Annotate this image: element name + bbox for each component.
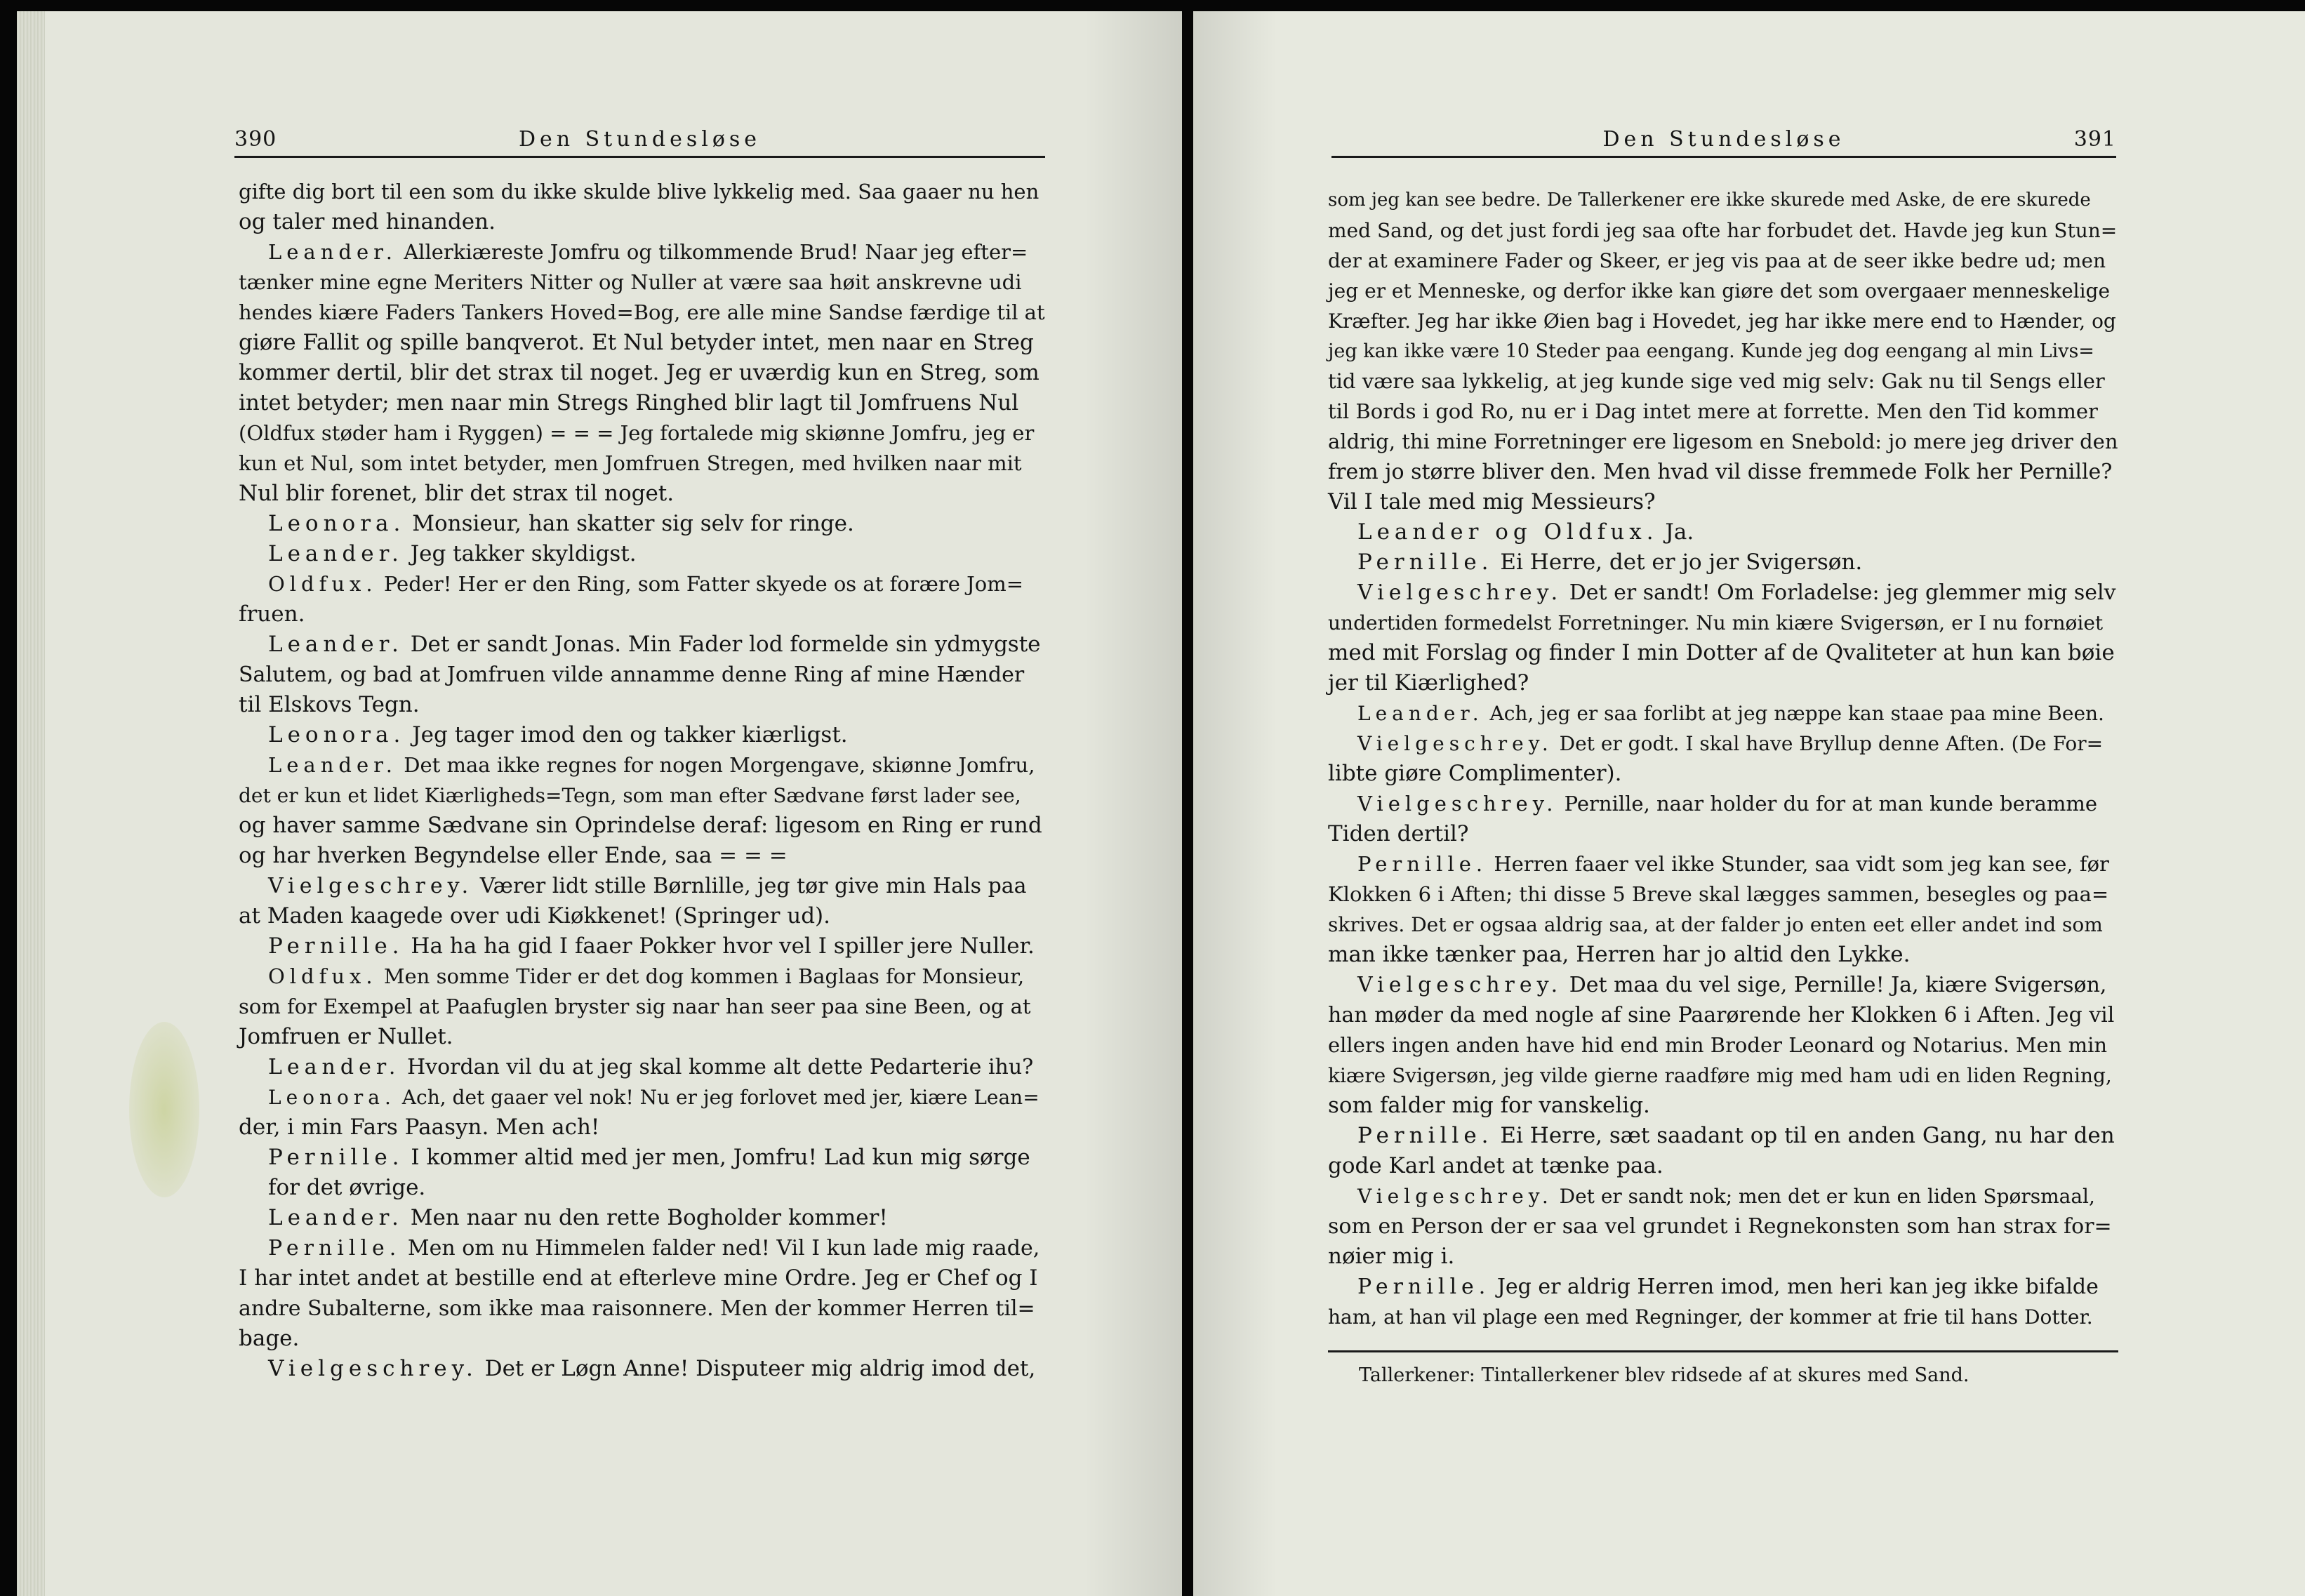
footnote: Tallerkener: Tintallerkener blev ridsede af at skures med Sand. bbox=[1359, 1364, 1969, 1386]
text-line bbox=[239, 1324, 1045, 1354]
line-text: nøier mig i. bbox=[1328, 1244, 1455, 1269]
line-text: der, i min Fars Paasyn. Men ach! bbox=[239, 1115, 600, 1140]
speaker-name: Leonora. bbox=[268, 722, 406, 747]
line-text: Værer lidt stille Børnlille, jeg tør give min Hals paa bbox=[479, 874, 1027, 898]
text-line bbox=[1328, 1302, 2118, 1332]
line-text: Ha ha ha gid I faaer Pokker hvor vel I spiller jere Nuller. bbox=[411, 933, 1035, 959]
gutter-shadow bbox=[1084, 11, 1182, 1596]
speaker-name: Leonora. bbox=[268, 511, 406, 536]
line-text: gode Karl andet at tænke paa. bbox=[1328, 1153, 1663, 1178]
speaker-name: Vielgeschrey. bbox=[1357, 1185, 1553, 1208]
text-line bbox=[1328, 1151, 2118, 1181]
text-line bbox=[1328, 849, 2118, 879]
line-text: Ach, jeg er saa forlibt at jeg næppe kan staae paa mine Been. bbox=[1489, 702, 2104, 725]
line-text: Men somme Tider er det dog kommen i Baglaas for Monsieur, bbox=[383, 964, 1025, 988]
left-page bbox=[17, 11, 1182, 1596]
speaker-name: Leander og Oldfux. bbox=[1357, 519, 1659, 545]
text-line bbox=[1328, 970, 2118, 1000]
text-line bbox=[1328, 366, 2118, 397]
speaker-name: Pernille. bbox=[1357, 550, 1494, 575]
text-line bbox=[239, 962, 1045, 992]
line-text: til Elskovs Tegn. bbox=[239, 692, 420, 717]
text-line bbox=[1328, 668, 2118, 698]
text-line bbox=[239, 1112, 1045, 1143]
page-edge-stack bbox=[17, 11, 45, 1596]
line-text: og haver samme Sædvane sin Oprindelse deraf: ligesom en Ring er rund bbox=[239, 813, 1042, 838]
line-text: aldrig, thi mine Forretninger ere ligesom en Snebold: jo mere jeg driver den bbox=[1328, 430, 2118, 453]
running-header bbox=[1331, 121, 2116, 158]
line-text: Allerkiæreste Jomfru og tilkommende Brud! Naar jeg efter= bbox=[404, 240, 1028, 264]
text-line bbox=[239, 177, 1045, 207]
text-line bbox=[239, 901, 1045, 931]
text-line bbox=[1328, 185, 2118, 215]
text-line bbox=[239, 328, 1045, 358]
line-text: Ei Herre, sæt saadant op til en anden Gang, nu har den bbox=[1500, 1123, 2115, 1148]
line-text: Jomfruen er Nullet. bbox=[239, 1024, 453, 1049]
speaker-name: Oldfux. bbox=[268, 572, 378, 596]
line-text: Tiden dertil? bbox=[1328, 821, 1469, 846]
text-line bbox=[239, 267, 1045, 298]
line-text: Ach, det gaaer vel nok! Nu er jeg forlovet med jer, kiære Lean= bbox=[401, 1086, 1039, 1109]
line-text: (Oldfux støder ham i Ryggen) = = = Jeg fortalede mig skiønne Jomfru, jeg er bbox=[239, 421, 1035, 445]
line-text: Jeg takker skyldigst. bbox=[410, 541, 637, 566]
line-text: kiære Svigersøn, jeg vilde gierne raadføre mig med ham udi en liden Regning, bbox=[1328, 1064, 2112, 1087]
speaker-name: Vielgeschrey. bbox=[1357, 732, 1553, 755]
speaker-name: Oldfux. bbox=[268, 964, 378, 988]
page-body bbox=[239, 177, 1045, 1384]
speaker-name: Pernille. bbox=[1357, 1275, 1491, 1299]
text-line bbox=[1328, 789, 2118, 819]
line-text: til Bords i god Ro, nu er i Dag intet mere at forrette. Men den Tid kommer bbox=[1328, 399, 2098, 423]
line-text: Nul blir forenet, blir det strax til noget. bbox=[239, 481, 675, 506]
text-line bbox=[239, 358, 1045, 388]
text-line bbox=[1328, 1242, 2118, 1272]
line-text: man ikke tænker paa, Herren har jo altid den Lykke. bbox=[1328, 942, 1911, 967]
line-text: med Sand, og det just fordi jeg saa ofte har forbudet det. Havde jeg kun Stun= bbox=[1328, 219, 2118, 242]
speaker-name: Pernille. bbox=[268, 1145, 404, 1170]
line-text: at Maden kaagede over udi Kiøkkenet! (Springer ud). bbox=[239, 903, 831, 929]
speaker-name: Pernille. bbox=[1357, 1123, 1494, 1148]
line-text: med mit Forslag og finder I min Dotter af de Qvaliteter at hun kan bøie bbox=[1328, 640, 2115, 665]
text-line bbox=[239, 448, 1045, 479]
line-text: Ja. bbox=[1665, 519, 1694, 545]
line-text: Hvordan vil du at jeg skal komme alt dette Pedarterie ihu? bbox=[406, 1055, 1034, 1079]
text-line bbox=[239, 1022, 1045, 1052]
line-text: frem jo større bliver den. Men hvad vil disse fremmede Folk her Pernille? bbox=[1328, 460, 2113, 484]
page-number: 391 bbox=[2073, 127, 2116, 152]
text-line bbox=[1328, 215, 2118, 246]
speaker-name: Vielgeschrey. bbox=[1357, 792, 1558, 816]
text-line bbox=[1328, 910, 2118, 940]
right-page bbox=[1193, 11, 2305, 1596]
speaker-name: Leander. bbox=[268, 1205, 404, 1230]
speaker-name: Leander. bbox=[268, 240, 398, 264]
text-line bbox=[239, 388, 1045, 418]
text-line bbox=[239, 992, 1045, 1022]
page-body bbox=[1328, 185, 2118, 1332]
text-line bbox=[239, 871, 1045, 901]
text-line bbox=[239, 418, 1045, 448]
text-line bbox=[239, 1294, 1045, 1324]
speaker-name: Vielgeschrey. bbox=[268, 1356, 478, 1381]
text-line bbox=[239, 811, 1045, 841]
text-line bbox=[239, 298, 1045, 328]
text-line bbox=[239, 237, 1045, 267]
text-line bbox=[239, 1354, 1045, 1384]
line-text: Vil I tale med mig Messieurs? bbox=[1328, 489, 1656, 514]
text-line bbox=[239, 569, 1045, 599]
line-text: Det maa du vel sige, Pernille! Ja, kiære Svigersøn, bbox=[1569, 973, 2107, 997]
speaker-name: Leander. bbox=[268, 1055, 401, 1079]
text-line bbox=[239, 690, 1045, 720]
speaker-name: Pernille. bbox=[268, 1236, 401, 1261]
text-line bbox=[239, 509, 1045, 539]
line-text: jer til Kiærlighed? bbox=[1328, 670, 1529, 696]
header-title: Den Stundesløse bbox=[518, 127, 762, 152]
text-line bbox=[239, 539, 1045, 569]
text-line bbox=[1328, 729, 2118, 759]
text-line bbox=[1328, 638, 2118, 668]
text-line bbox=[1328, 1030, 2118, 1060]
speaker-name: Vielgeschrey. bbox=[1357, 973, 1563, 997]
line-text: Det er sandt Jonas. Min Fader lod formelde sin ydmygste bbox=[410, 632, 1041, 657]
text-line bbox=[1328, 246, 2118, 276]
text-line bbox=[239, 931, 1045, 962]
text-line bbox=[239, 479, 1045, 509]
header-title: Den Stundesløse bbox=[1602, 127, 1845, 152]
line-text: det er kun et lidet Kiærligheds=Tegn, som man efter Sædvane først lader see, bbox=[239, 784, 1021, 807]
text-line bbox=[239, 841, 1045, 871]
text-line bbox=[239, 1263, 1045, 1294]
line-text: jeg kan ikke være 10 Steder paa eengang. Kunde jeg dog eengang al min Livs= bbox=[1328, 340, 2094, 362]
text-line bbox=[239, 1143, 1045, 1173]
speaker-name: Leander. bbox=[268, 753, 398, 777]
line-text: Men om nu Himmelen falder ned! Vil I kun lade mig raade, bbox=[407, 1236, 1040, 1261]
line-text: I kommer altid med jer men, Jomfru! Lad kun mig sørge bbox=[411, 1145, 1030, 1170]
line-text: og har hverken Begyndelse eller Ende, saa = = = bbox=[239, 843, 788, 868]
text-line bbox=[1328, 698, 2118, 729]
footnote-rule bbox=[1328, 1350, 2118, 1352]
speaker-name: Pernille. bbox=[1357, 852, 1488, 876]
line-text: Det er sandt! Om Forladelse: jeg glemmer mig selv bbox=[1569, 580, 2116, 605]
line-text: libte giøre Complimenter). bbox=[1328, 761, 1622, 786]
line-text: som for Exempel at Paafuglen bryster sig naar han seer paa sine Been, og at bbox=[239, 995, 1031, 1018]
text-line bbox=[1328, 1091, 2118, 1121]
line-text: giøre Fallit og spille banqverot. Et Nul betyder intet, men naar en Streg bbox=[239, 330, 1034, 355]
line-text: Salutem, og bad at Jomfruen vilde annamme denne Ring af mine Hænder bbox=[239, 663, 1025, 687]
line-text: som falder mig for vanskelig. bbox=[1328, 1093, 1650, 1118]
line-text: ham, at han vil plage een med Regninger, der kommer at frie til hans Dotter. bbox=[1328, 1305, 2093, 1329]
line-text: og taler med hinanden. bbox=[239, 209, 496, 234]
line-text: andre Subalterne, som ikke maa raisonnere. Men der kommer Herren til= bbox=[239, 1296, 1035, 1321]
text-line bbox=[239, 630, 1045, 660]
text-line bbox=[1328, 336, 2118, 366]
text-line bbox=[1328, 547, 2118, 578]
line-text: Jeg er aldrig Herren imod, men heri kan jeg ikke bifalde bbox=[1496, 1275, 2099, 1299]
text-line bbox=[1328, 1272, 2118, 1302]
line-text: gifte dig bort til een som du ikke skulde blive lykkelig med. Saa gaaer nu hen bbox=[239, 180, 1039, 204]
text-line bbox=[1328, 879, 2118, 910]
line-text: kun et Nul, som intet betyder, men Jomfruen Stregen, med hvilken naar mit bbox=[239, 451, 1022, 475]
line-text: bage. bbox=[239, 1326, 300, 1351]
text-line bbox=[1328, 306, 2118, 336]
text-line bbox=[1328, 578, 2118, 608]
text-line bbox=[1328, 427, 2118, 457]
line-text: kommer dertil, blir det strax til noget. Jeg er uværdig kun en Streg, som bbox=[239, 360, 1039, 385]
text-line bbox=[239, 1173, 1045, 1203]
page-number: 390 bbox=[234, 127, 277, 152]
text-line bbox=[239, 1082, 1045, 1112]
line-text: Det er Løgn Anne! Disputeer mig aldrig imod det, bbox=[484, 1356, 1036, 1381]
text-line bbox=[1328, 1060, 2118, 1091]
paper-stain bbox=[129, 1022, 199, 1197]
text-line bbox=[1328, 1181, 2118, 1211]
line-text: Det er sandt nok; men det er kun en liden Spørsmaal, bbox=[1559, 1185, 2095, 1208]
speaker-name: Leander. bbox=[1357, 702, 1484, 725]
line-text: Men naar nu den rette Bogholder kommer! bbox=[410, 1205, 888, 1230]
line-text: hendes kiære Faders Tankers Hoved=Bog, ere alle mine Sandse færdige til at bbox=[239, 300, 1045, 324]
line-text: ellers ingen anden have hid end min Broder Leonard og Notarius. Men min bbox=[1328, 1033, 2108, 1057]
text-line bbox=[239, 720, 1045, 750]
text-line bbox=[239, 1052, 1045, 1082]
line-text: Monsieur, han skatter sig selv for ringe. bbox=[412, 511, 854, 536]
line-text: Ei Herre, det er jo jer Svigersøn. bbox=[1500, 550, 1863, 575]
text-line bbox=[1328, 487, 2118, 517]
text-line bbox=[1328, 397, 2118, 427]
line-text: jeg er et Menneske, og derfor ikke kan giøre det som overgaaer menneskelige bbox=[1328, 279, 2111, 302]
speaker-name: Leonora. bbox=[268, 1086, 396, 1109]
speaker-name: Pernille. bbox=[268, 933, 404, 959]
text-line bbox=[1328, 1000, 2118, 1030]
text-line bbox=[239, 1203, 1045, 1233]
text-line bbox=[1328, 759, 2118, 789]
text-line bbox=[1328, 940, 2118, 970]
gutter-shadow bbox=[1193, 11, 1277, 1596]
text-line bbox=[1328, 1211, 2118, 1242]
speaker-name: Leander. bbox=[268, 632, 404, 657]
text-line bbox=[1328, 276, 2118, 306]
line-text: Klokken 6 i Aften; thi disse 5 Breve skal lægges sammen, besegles og paa= bbox=[1328, 882, 2109, 906]
line-text: han møder da med nogle af sine Paarørende her Klokken 6 i Aften. Jeg vil bbox=[1328, 1003, 2115, 1028]
text-line bbox=[239, 207, 1045, 237]
text-line bbox=[239, 1233, 1045, 1263]
line-text: Jeg tager imod den og takker kiærligst. bbox=[412, 722, 848, 747]
line-text: skrives. Det er ogsaa aldrig saa, at der falder jo enten eet eller andet ind som bbox=[1328, 913, 2103, 936]
line-text: tænker mine egne Meriters Nitter og Nuller at være saa høit anskrevne udi bbox=[239, 270, 1022, 294]
line-text: I har intet andet at bestille end at efterleve mine Ordre. Jeg er Chef og I bbox=[239, 1265, 1038, 1291]
line-text: fruen. bbox=[239, 601, 305, 627]
text-line bbox=[1328, 457, 2118, 487]
line-text: Herren faaer vel ikke Stunder, saa vidt som jeg kan see, før bbox=[1494, 852, 2109, 876]
line-text: Det maa ikke regnes for nogen Morgengave, skiønne Jomfru, bbox=[404, 753, 1035, 777]
text-line bbox=[239, 780, 1045, 811]
speaker-name: Leander. bbox=[268, 541, 404, 566]
line-text: som jeg kan see bedre. De Tallerkener ere ikke skurede med Aske, de ere skurede bbox=[1328, 189, 2091, 211]
text-line bbox=[1328, 1121, 2118, 1151]
text-line bbox=[1328, 819, 2118, 849]
line-text: undertiden formedelst Forretninger. Nu min kiære Svigersøn, er I nu fornøiet bbox=[1328, 611, 2104, 634]
text-line bbox=[1328, 608, 2118, 638]
line-text: Pernille, naar holder du for at man kunde beramme bbox=[1564, 792, 2098, 816]
speaker-name: Vielgeschrey. bbox=[1357, 580, 1563, 605]
line-text: tid være saa lykkelig, at jeg kunde sige ved mig selv: Gak nu til Sengs eller bbox=[1328, 369, 2105, 393]
text-line bbox=[239, 750, 1045, 780]
running-header bbox=[234, 121, 1045, 158]
line-text: intet betyder; men naar min Stregs Ringhed blir lagt til Jomfruens Nul bbox=[239, 390, 1019, 415]
line-text: som en Person der er saa vel grundet i Regnekonsten som han strax for= bbox=[1328, 1214, 2112, 1239]
line-text: Peder! Her er den Ring, som Fatter skyede os at forære Jom= bbox=[383, 572, 1024, 596]
line-text: Kræfter. Jeg har ikke Øien bag i Hovedet, jeg har ikke mere end to Hænder, og bbox=[1328, 310, 2116, 333]
text-line bbox=[1328, 517, 2118, 547]
text-line bbox=[239, 660, 1045, 690]
line-text: Det er godt. I skal have Bryllup denne Aften. (De For= bbox=[1559, 732, 2104, 755]
speaker-name: Vielgeschrey. bbox=[268, 874, 474, 898]
line-text: der at examinere Fader og Skeer, er jeg vis paa at de seer ikke bedre ud; men bbox=[1328, 249, 2106, 272]
text-line bbox=[239, 599, 1045, 630]
line-text: for det øvrige. bbox=[268, 1175, 426, 1200]
